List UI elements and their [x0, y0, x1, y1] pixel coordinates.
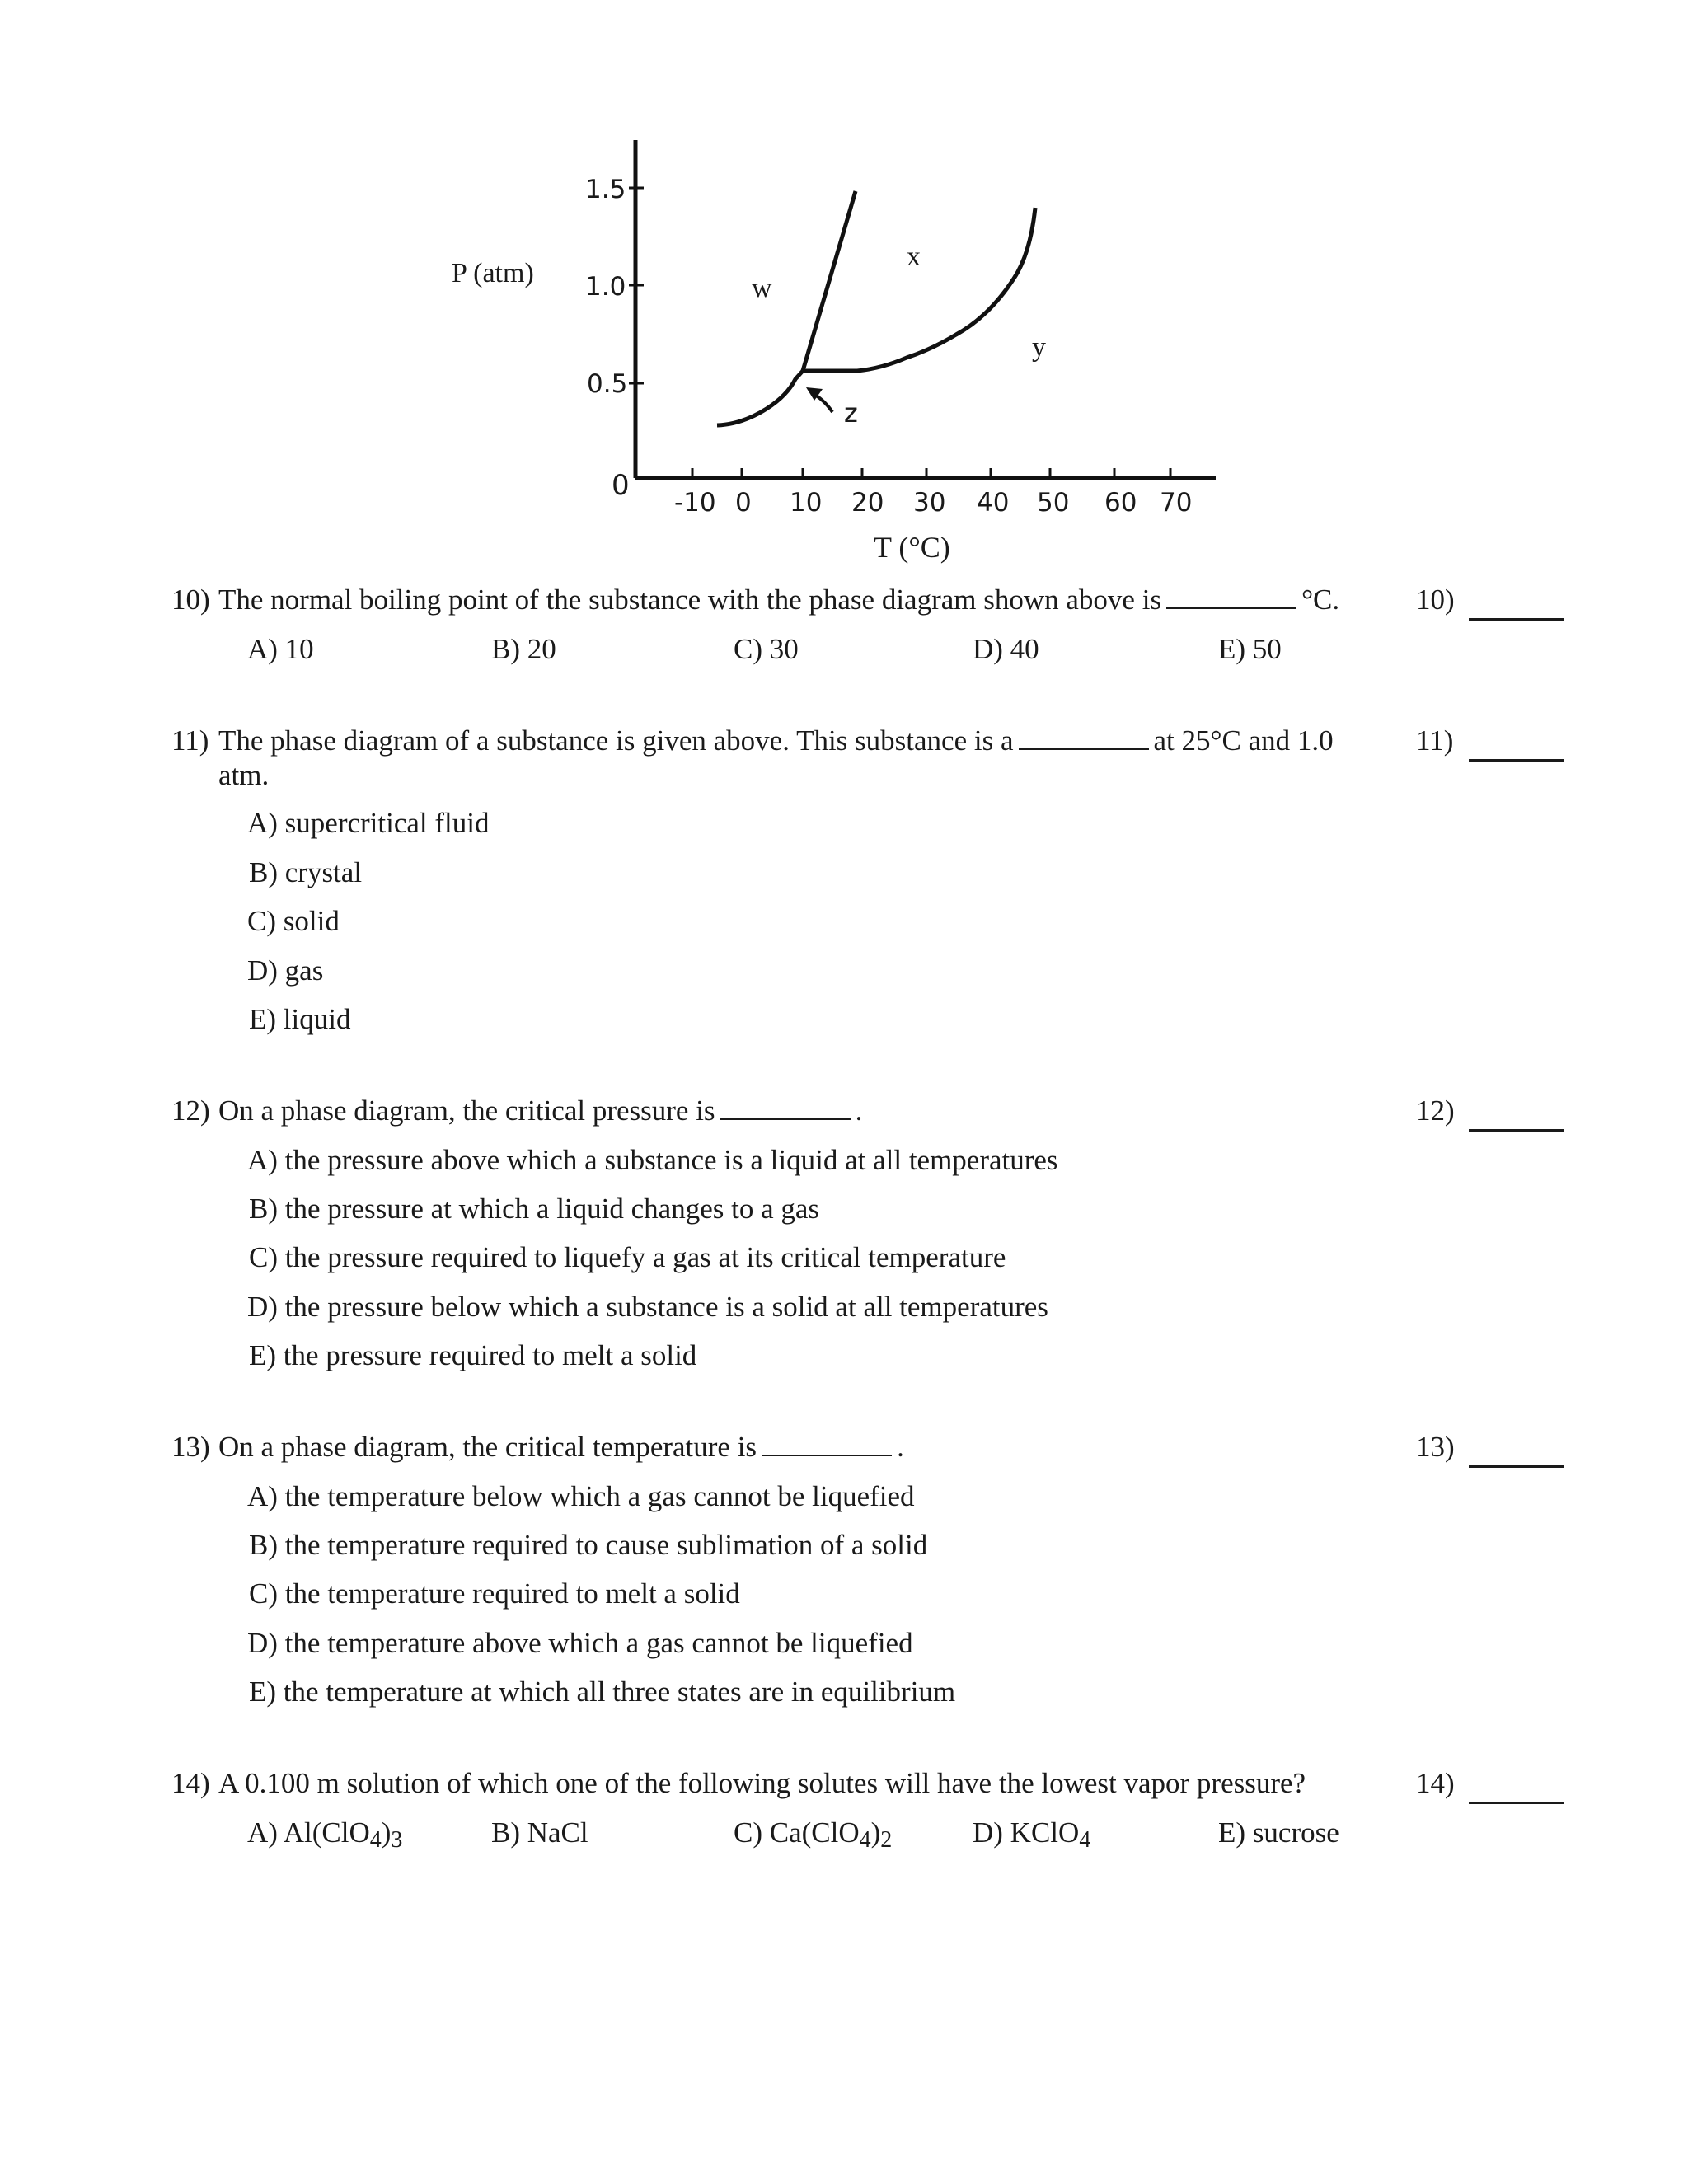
choice-a-prefix: A) Al(ClO: [247, 1816, 370, 1849]
x-tick-label: 60: [1104, 488, 1137, 518]
y-tick-label: 0: [612, 469, 630, 502]
choice-e[interactable]: E) the pressure required to melt a solid: [249, 1339, 697, 1371]
choice-d[interactable]: D) the pressure below which a substance is a solid at all temperatures: [247, 1291, 1048, 1323]
answer-label: 11): [1416, 724, 1454, 757]
choice-c-subscript: 2: [880, 1827, 893, 1853]
question-text-after: °C.: [1301, 583, 1340, 616]
choice-c-mid: ): [870, 1816, 881, 1849]
choice-c[interactable]: C) the pressure required to liquefy a gas at its critical temperature: [249, 1241, 1006, 1273]
answer-line[interactable]: [1469, 1465, 1564, 1468]
sublimation-curve: [717, 371, 803, 425]
y-tick-label: 1.5: [585, 175, 626, 204]
phase-diagram: [412, 124, 1253, 585]
y-tick-label: 0.5: [587, 369, 628, 399]
choice-e[interactable]: E) 50: [1218, 633, 1282, 665]
x-tick-label: 40: [977, 488, 1010, 518]
choice-c-subscript: 4: [859, 1827, 871, 1853]
question-number: 12): [171, 1094, 210, 1127]
choice-c[interactable]: C) 30: [734, 633, 799, 665]
x-tick-label: 10: [790, 488, 823, 518]
vaporization-curve: [803, 208, 1035, 371]
question-text-before: On a phase diagram, the critical pressure is: [218, 1094, 715, 1127]
answer-line[interactable]: [1469, 1802, 1564, 1804]
choice-a-subscript: 3: [391, 1827, 403, 1853]
answer-line[interactable]: [1469, 618, 1564, 621]
question-text-after: at 25°C and 1.0: [1153, 724, 1334, 757]
x-axis-label: T (°C): [874, 531, 950, 564]
choice-d-subscript: 4: [1079, 1827, 1091, 1853]
choice-e[interactable]: E) the temperature at which all three states are in equilibrium: [249, 1675, 956, 1708]
fill-blank: [720, 1094, 851, 1120]
choice-b[interactable]: B) 20: [491, 633, 556, 665]
question-number: 11): [171, 724, 209, 757]
choice-b[interactable]: B) the temperature required to cause sublimation of a solid: [249, 1529, 928, 1561]
answer-label: 14): [1416, 1767, 1455, 1799]
question-text: [218, 1429, 904, 1465]
region-label-x: x: [907, 241, 921, 272]
choice-c[interactable]: C) solid: [247, 905, 340, 937]
choice-b[interactable]: B) crystal: [249, 856, 363, 888]
choice-b[interactable]: B) the pressure at which a liquid changes to a gas: [249, 1193, 820, 1225]
answer-label: 12): [1416, 1094, 1455, 1127]
region-label-w: w: [752, 273, 772, 303]
question-text: A 0.100 m solution of which one of the following solutes will have the lowest vapor pressure?: [218, 1767, 1306, 1799]
x-tick-label: -10: [674, 488, 716, 518]
choice-a[interactable]: A) the temperature below which a gas cannot be liquefied: [247, 1480, 915, 1512]
question-text-before: The phase diagram of a substance is given above. This substance is a: [218, 724, 1014, 757]
choice-d[interactable]: D) the temperature above which a gas cannot be liquefied: [247, 1627, 913, 1659]
question-text: [218, 723, 1334, 759]
question-text: [218, 1093, 862, 1129]
choice-c[interactable]: [734, 1815, 892, 1858]
choice-d-prefix: D) KClO: [973, 1816, 1080, 1849]
choice-b[interactable]: B) NaCl: [491, 1816, 588, 1849]
answer-label: 10): [1416, 583, 1455, 616]
answer-line[interactable]: [1469, 759, 1564, 762]
question-text-before: On a phase diagram, the critical temperature is: [218, 1431, 757, 1463]
answer-line[interactable]: [1469, 1129, 1564, 1132]
choice-c-prefix: C) Ca(ClO: [734, 1816, 860, 1849]
choice-d[interactable]: [973, 1815, 1090, 1858]
region-label-z: z: [844, 397, 858, 429]
choice-a[interactable]: A) the pressure above which a substance is a liquid at all temperatures: [247, 1144, 1058, 1176]
x-tick-label: 70: [1160, 488, 1193, 518]
question-number: 10): [171, 583, 210, 616]
y-axis-label: P (atm): [452, 258, 534, 288]
x-tick-label: 20: [851, 488, 884, 518]
choice-a-subscript: 4: [369, 1827, 382, 1853]
fill-blank: [1166, 583, 1296, 609]
question-text-line2: atm.: [218, 759, 270, 791]
choice-e[interactable]: E) liquid: [249, 1003, 351, 1035]
question-text-after: .: [855, 1094, 863, 1127]
choice-e[interactable]: E) sucrose: [1218, 1816, 1339, 1849]
choice-a[interactable]: A) 10: [247, 633, 314, 665]
x-tick-label: 50: [1037, 488, 1070, 518]
x-tick-label: 30: [913, 488, 946, 518]
choice-a[interactable]: [247, 1815, 402, 1858]
question-number: 13): [171, 1431, 210, 1463]
question-number: 14): [171, 1767, 210, 1799]
answer-label: 13): [1416, 1431, 1455, 1463]
fill-blank: [1019, 724, 1149, 750]
y-tick-label: 1.0: [585, 272, 626, 302]
question-text: [218, 582, 1339, 618]
region-label-y: y: [1032, 332, 1046, 363]
choice-a-mid: ): [381, 1816, 392, 1849]
choice-d[interactable]: D) gas: [247, 954, 324, 987]
choice-c[interactable]: C) the temperature required to melt a solid: [249, 1577, 740, 1610]
fusion-curve: [803, 191, 856, 371]
choice-a[interactable]: A) supercritical fluid: [247, 807, 490, 839]
question-text-before: The normal boiling point of the substance with the phase diagram shown above is: [218, 583, 1162, 616]
fill-blank: [762, 1430, 892, 1456]
x-tick-label: 0: [735, 488, 752, 518]
choice-d[interactable]: D) 40: [973, 633, 1039, 665]
question-text-after: .: [897, 1431, 904, 1463]
